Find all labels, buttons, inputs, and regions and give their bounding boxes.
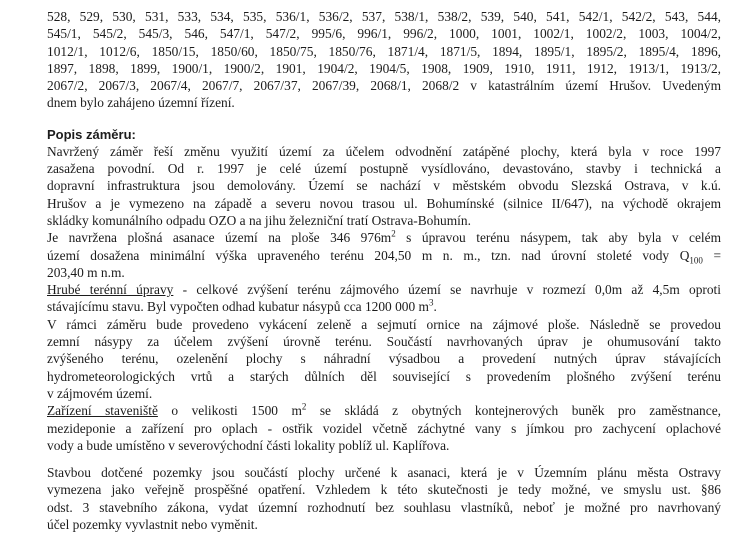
text-line: zasažena povodní. Od r. 1997 je celé území postupně vysídlováno, devastováno, stavby i technická a (47, 161, 721, 177)
text-line (47, 229, 721, 246)
text-span: stávajícímu stavu. Byl vypočten odhad kubatur násypů cca 1200 000 m (47, 299, 429, 315)
text-line: 2067/2, 2067/3, 2067/4, 2067/7, 2067/37, 2067/39, 2068/1, 2068/2 v katastrálním území Hrušov. Uvedeným (47, 78, 721, 94)
text-span: Je navržena plošná asanace území na ploše 346 976m (47, 230, 392, 246)
text-line: 528, 529, 530, 531, 533, 534, 535, 536/1, 536/2, 537, 538/1, 538/2, 539, 540, 541, 542/1, 542/2, 543, 544, (47, 9, 721, 24)
text-line: dopravní infrastruktura jsou demolovány. Území se nachází v městském obvodu Slezská Ostrava, v k.ú. (47, 178, 721, 194)
text-span: - celkové zvýšení terénu zájmového území se navrhuje v rozmezí 0,0m až 4,5m oproti (173, 282, 721, 298)
subscript: 100 (689, 255, 703, 266)
text-line: 203,40 m n.m. (47, 264, 125, 280)
superscript: 3 (428, 297, 434, 308)
underlined-term: Zařízení staveniště (47, 403, 158, 419)
text-line (47, 298, 721, 315)
text-line: dnem bylo zahájeno územní řízení. (47, 95, 235, 111)
text-line: mezideponie a zařízení pro oplach - ostřik vozidel včetně záchytné vany s jímkou pro zachycení oplachové (47, 420, 721, 436)
text-line: V rámci záměru bude provedeno vykácení zeleně a sejmutí ornice na zájmové ploše. Následně se provedou (47, 316, 721, 332)
parcel-list-paragraph (47, 8, 721, 112)
text-line: 545/1, 545/2, 545/3, 546, 547/1, 547/2, 995/6, 996/1, 996/2, 1000, 1001, 1002/1, 1002/2, 1003, 1004/2, (47, 26, 721, 42)
text-span: s úpravou terénu násypem, tak aby byla v celém (395, 230, 721, 246)
text-line: 1012/1, 1012/6, 1850/15, 1850/60, 1850/75, 1850/76, 1871/4, 1871/5, 1894, 1895/1, 1895/2, 1895/4, 1896, (47, 43, 721, 59)
text-line: zemní násypy za účelem zvýšení úrovně terénu. Součástí navrhovaných úprav je ohumusování takto (47, 334, 721, 350)
text-span: o velikosti 1500 m (157, 403, 302, 419)
text-span: se skládá z obytných kontejnerových buněk pro zaměstnance, (306, 403, 721, 419)
text-line: účel pozemky vyvlastnit nebo vyměnit. (47, 517, 258, 533)
text-line: Navržený záměr řeší změnu využití území za účelem odvodnění zatápěné plochy, která byla v roce 1997 (47, 143, 721, 159)
section-heading: Popis záměru: (47, 126, 136, 142)
text-line: v zájmovém území. (47, 385, 153, 401)
text-line: Stavbou dotčené pozemky jsou součástí plochy určené k asanaci, která je v Územním plánu města Ostravy (47, 465, 721, 481)
text-span: = (702, 247, 721, 263)
text-line (47, 281, 721, 298)
text-line (47, 402, 721, 419)
legal-paragraph (47, 464, 721, 533)
site-equipment-paragraph (47, 402, 721, 454)
text-line: skládky komunálního odpadu OZO a na jihu železniční tratí Ostrava-Bohumín. (47, 212, 471, 228)
works-paragraph (47, 316, 721, 402)
terrain-paragraph (47, 281, 721, 316)
description-paragraph (47, 143, 721, 229)
underlined-term: Hrubé terénní úpravy (47, 282, 174, 298)
asanace-paragraph (47, 229, 721, 281)
text-line: vody a bude umístěno v severovýchodní části lokality poblíž ul. Kaplířova. (47, 437, 450, 453)
text-line: vymezena jako veřejně prospěšné opatření. Vzhledem k této skutečnosti je tedy možné, ve smyslu ust. §86 (47, 482, 721, 498)
text-line: zvýšeného terénu, ozelenění plochy s náhradní výsadbou a provedení nutných úprav stávajících (47, 351, 721, 367)
document-page (47, 8, 721, 533)
text-line: hydrometeorologických vrtů a starých důlních děl související s provedením plošného zvýšení terénu (47, 368, 721, 384)
text-line (47, 247, 721, 264)
text-span: . (433, 299, 437, 315)
superscript: 2 (391, 228, 396, 239)
text-line: Hrušov a je vymezeno na západě a severu novou trasou ul. Bohumínské (silnice II/647), na východě okrajem (47, 195, 721, 211)
text-line: odst. 3 stavebního zákona, vydat územní rozhodnutí bez souhlasu vlastníků, neboť je možné pro navrhovaný (47, 499, 721, 515)
superscript: 2 (301, 401, 307, 412)
text-span: území dosažena minimální výška upraveného terénu 204,50 m n. m., tzn. nad úrovní stoleté vody Q (47, 247, 690, 263)
text-line: 1897, 1898, 1899, 1900/1, 1900/2, 1901, 1904/2, 1904/5, 1908, 1909, 1910, 1911, 1912, 1913/1, 1913/2, (47, 60, 721, 76)
